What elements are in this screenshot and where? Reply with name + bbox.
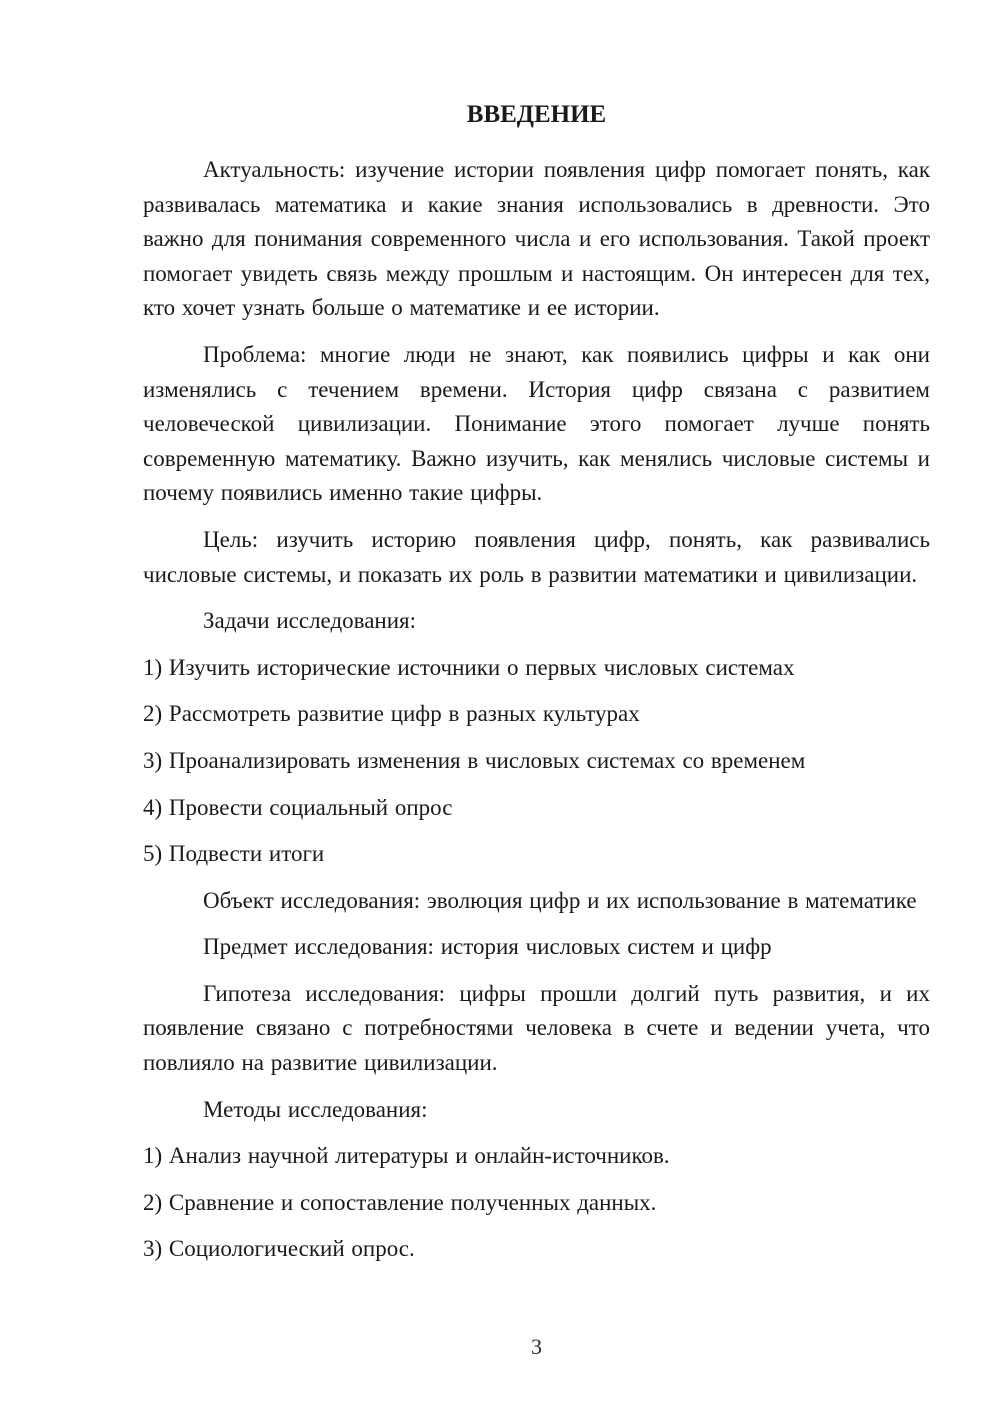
task-item-1: 1) Изучить исторические источники о первых числовых системах	[143, 654, 795, 680]
paragraph-relevance: Актуальность: изучение истории появления цифр помогает понять, как развивалась математика и какие знания использовались в древности. Это важно для понимания современного числа и его использования. Такой проект помогает увидеть связь между прошлым и настоящим. Он интересен для тех, кто хочет узнать больше о математике и ее истории.	[143, 157, 930, 321]
task-item-3: 3) Проанализировать изменения в числовых системах со временем	[143, 747, 806, 773]
method-item-3: 3) Социологический опрос.	[143, 1236, 415, 1262]
method-item-1: 1) Анализ научной литературы и онлайн-источников.	[143, 1143, 670, 1169]
page-number: 3	[531, 1334, 542, 1359]
paragraph-problem: Проблема: многие люди не знают, как появились цифры и как они изменялись с течением времени. История цифр связана с развитием человеческой цивилизации. Понимание этого помогает лучше понять современную математику. Важно изучить, как менялись числовые системы и почему появились именно такие цифры.	[143, 341, 930, 506]
paragraph-subject: Предмет исследования: история числовых систем и цифр	[203, 934, 772, 960]
method-item-2: 2) Сравнение и сопоставление полученных данных.	[143, 1189, 657, 1215]
task-item-4: 4) Провести социальный опрос	[143, 794, 453, 820]
methods-heading: Методы исследования:	[203, 1096, 428, 1122]
paragraph-object: Объект исследования: эволюция цифр и их использование в математике	[203, 887, 917, 913]
task-item-5: 5) Подвести итоги	[143, 841, 325, 867]
task-item-2: 2) Рассмотреть развитие цифр в разных культурах	[143, 701, 640, 727]
page-title: ВВЕДЕНИЕ	[466, 101, 607, 128]
tasks-heading: Задачи исследования:	[203, 608, 417, 634]
paragraph-hypothesis: Гипотеза исследования: цифры прошли долгий путь развития, и их появление связано с потребностями человека в счете и ведении учета, что повлияло на развитие цивилизации.	[143, 980, 930, 1076]
paragraph-goal: Цель: изучить историю появления цифр, понять, как развивались числовые системы, и показать их роль в развитии математики и цивилизации.	[143, 526, 930, 587]
